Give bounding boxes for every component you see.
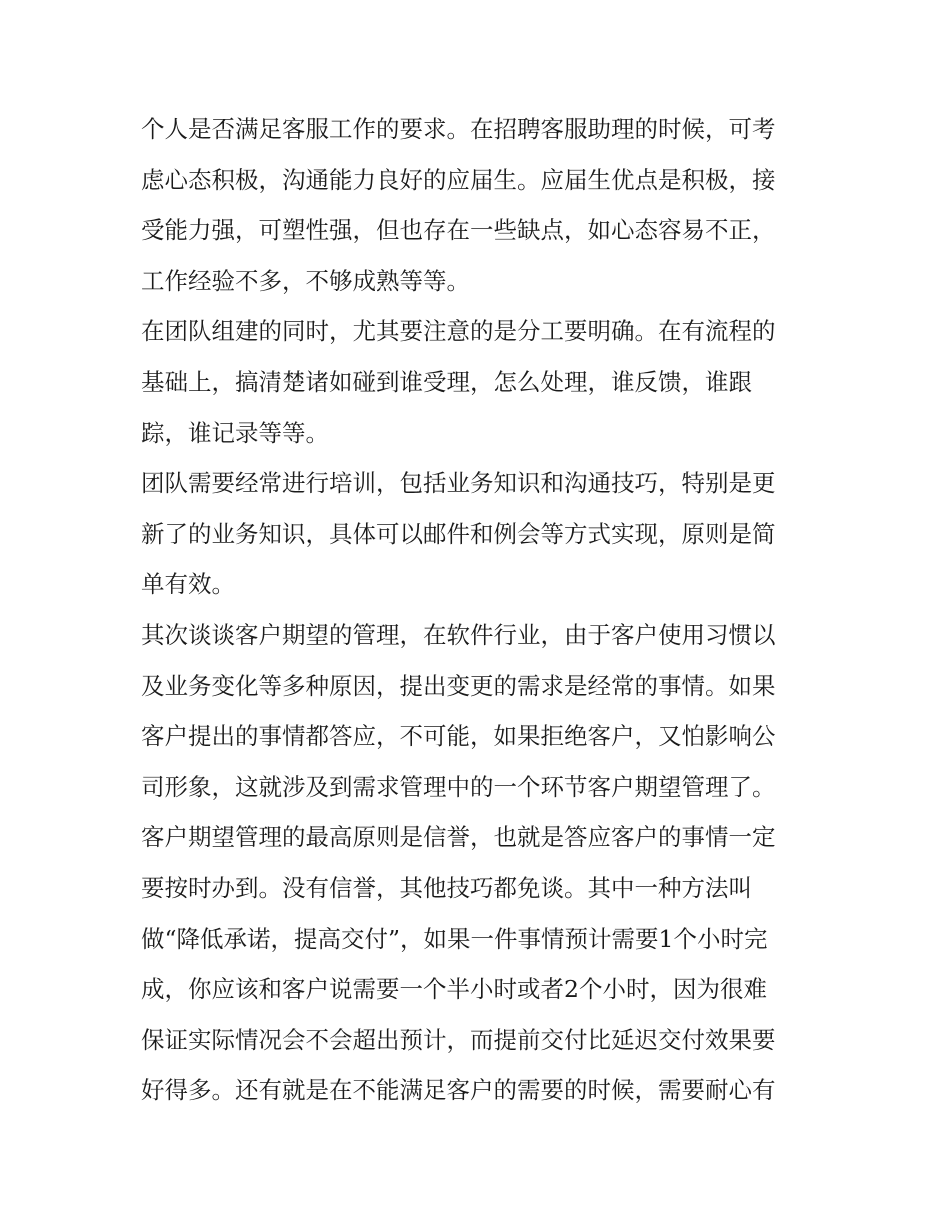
- text-line: 客户期望管理的最高原则是信誉，也就是答应客户的事情一定: [141, 823, 776, 852]
- text-line: 踪，谁记录等等。: [141, 418, 329, 447]
- text-line: 及业务变化等多种原因，提出变更的需求是经常的事情。如果: [141, 671, 776, 700]
- text-line: 做“降低承诺，提高交付”，如果一件事情预计需要1个小时完: [141, 924, 768, 953]
- text-line: 好得多。还有就是在不能满足客户的需要的时候，需要耐心有: [141, 1076, 776, 1105]
- document-body: [141, 112, 821, 1124]
- text-line: 团队需要经常进行培训，包括业务知识和沟通技巧，特别是更: [141, 469, 776, 498]
- text-line: 其次谈谈客户期望的管理，在软件行业，由于客户使用习惯以: [141, 620, 776, 649]
- text-line: 工作经验不多，不够成熟等等。: [141, 266, 470, 295]
- text-line: 客户提出的事情都答应，不可能，如果拒绝客户，又怕影响公: [141, 722, 776, 751]
- text-line: 单有效。: [141, 570, 235, 599]
- text-line: 在团队组建的同时，尤其要注意的是分工要明确。在有流程的: [141, 317, 776, 346]
- text-line: 受能力强，可塑性强，但也存在一些缺点，如心态容易不正，: [141, 216, 776, 245]
- text-line: 基础上，搞清楚诸如碰到谁受理，怎么处理，谁反馈，谁跟: [141, 367, 752, 396]
- text-line: 个人是否满足客服工作的要求。在招聘客服助理的时候，可考: [141, 115, 776, 143]
- paragraph-division-of-labor: [141, 314, 821, 466]
- text-line: 司形象，这就涉及到需求管理中的一个环节客户期望管理了。: [141, 772, 776, 801]
- text-line: 保证实际情况会不会超出预计，而提前交付比延迟交付效果要: [141, 1025, 776, 1054]
- text-line: 要按时办到。没有信誉，其他技巧都免谈。其中一种方法叫: [141, 873, 752, 902]
- paragraph-expectation-management: [141, 618, 821, 820]
- paragraph-recruitment: [141, 112, 821, 314]
- paragraph-training: [141, 466, 821, 618]
- paragraph-credibility: [141, 820, 821, 1124]
- text-line: 虑心态积极，沟通能力良好的应届生。应届生优点是积极，接: [141, 165, 776, 194]
- text-line: 新了的业务知识，具体可以邮件和例会等方式实现，原则是简: [141, 519, 776, 548]
- text-line: 成，你应该和客户说需要一个半小时或者2个小时，因为很难: [141, 975, 767, 1004]
